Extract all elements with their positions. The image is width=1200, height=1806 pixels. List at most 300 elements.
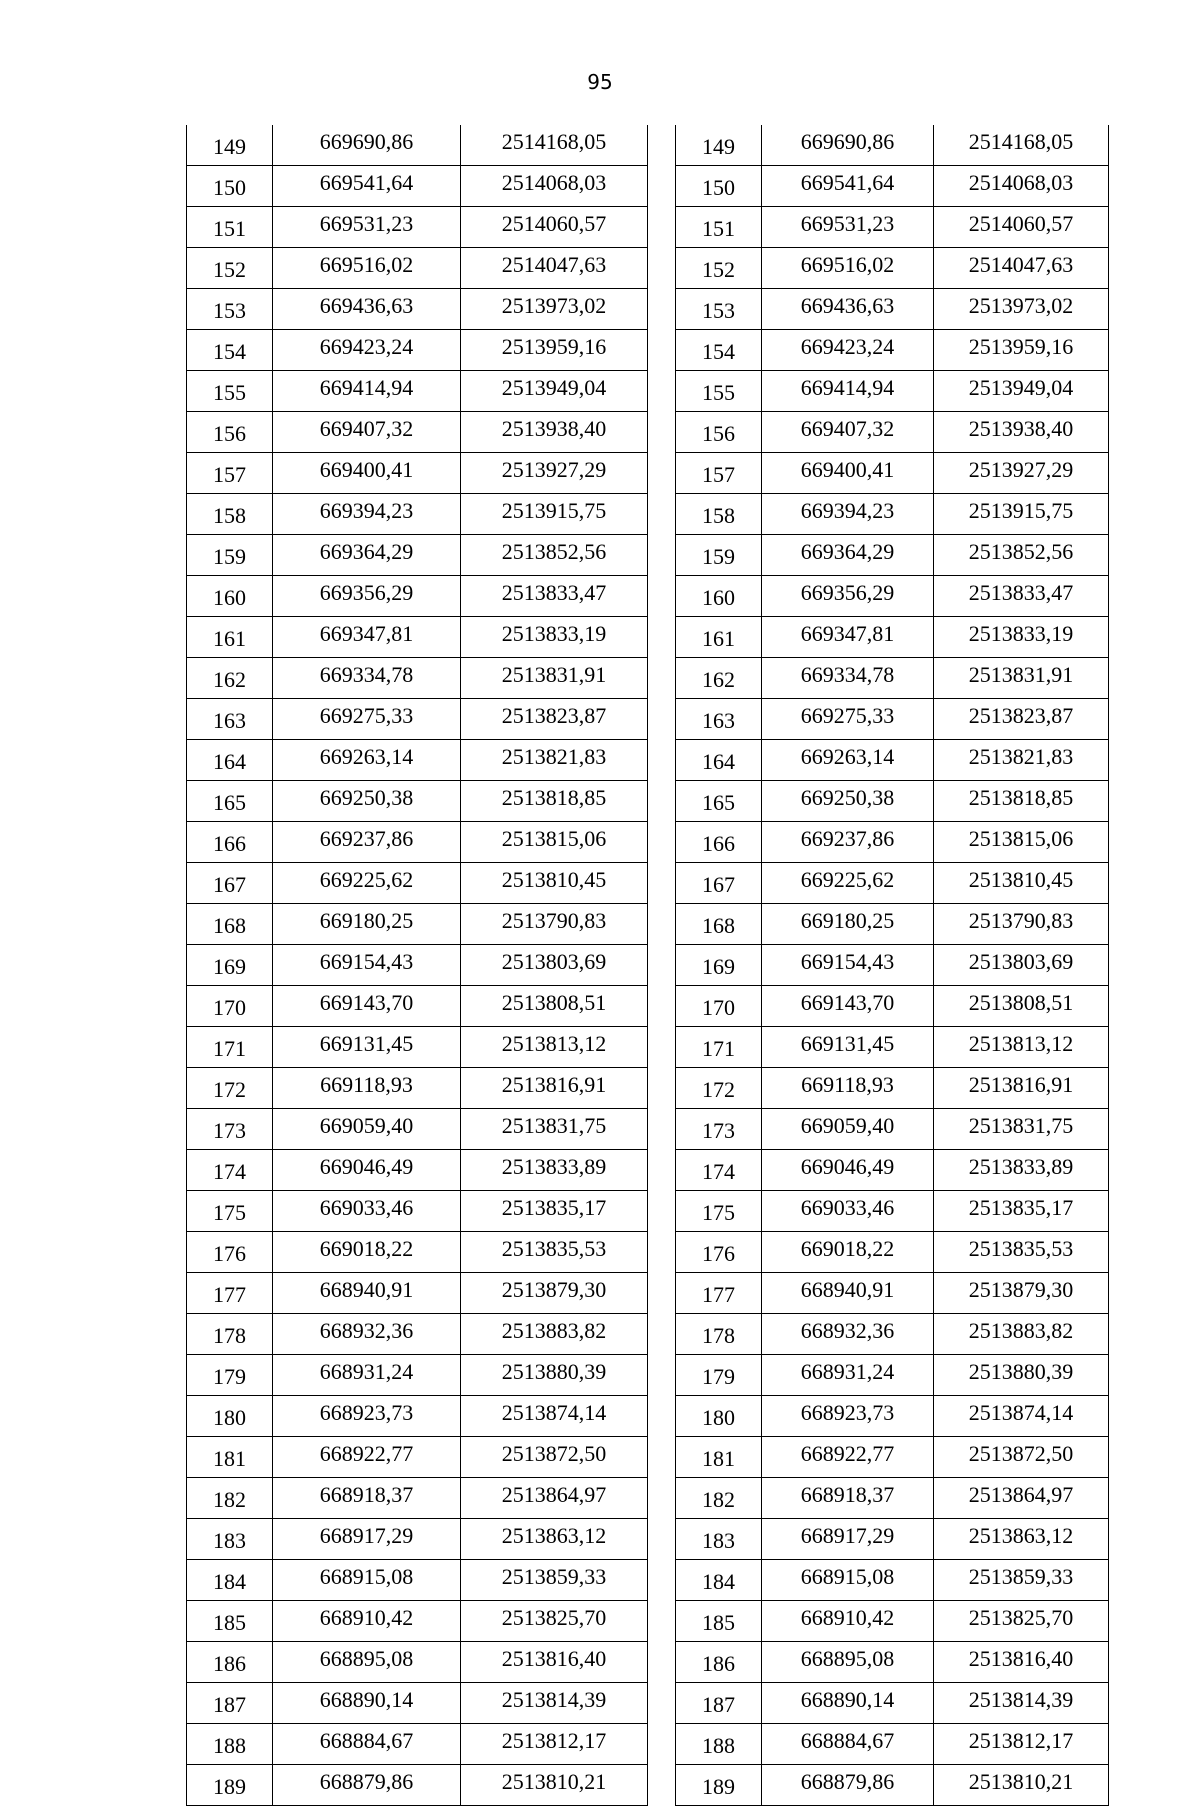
table-row bbox=[676, 1478, 1109, 1519]
x-coordinate-cell: 669541,64 bbox=[762, 166, 934, 207]
y-coordinate-cell: 2513879,30 bbox=[461, 1273, 648, 1314]
point-number-cell: 174 bbox=[676, 1150, 762, 1191]
table-row bbox=[187, 1724, 648, 1765]
table-row bbox=[676, 1765, 1109, 1806]
point-number-cell: 156 bbox=[187, 412, 273, 453]
x-coordinate-cell: 669394,23 bbox=[762, 494, 934, 535]
table-row bbox=[187, 1601, 648, 1642]
table-row bbox=[676, 986, 1109, 1027]
point-number-cell: 177 bbox=[187, 1273, 273, 1314]
y-coordinate-cell: 2513821,83 bbox=[461, 740, 648, 781]
x-coordinate-cell: 668932,36 bbox=[273, 1314, 461, 1355]
y-coordinate-cell: 2513816,91 bbox=[461, 1068, 648, 1109]
point-number-cell: 186 bbox=[187, 1642, 273, 1683]
y-coordinate-cell: 2514168,05 bbox=[934, 125, 1109, 166]
x-coordinate-cell: 668940,91 bbox=[762, 1273, 934, 1314]
x-coordinate-cell: 669364,29 bbox=[762, 535, 934, 576]
x-coordinate-cell: 668922,77 bbox=[762, 1437, 934, 1478]
table-row bbox=[187, 1478, 648, 1519]
x-coordinate-cell: 669154,43 bbox=[273, 945, 461, 986]
table-row bbox=[676, 658, 1109, 699]
point-number-cell: 175 bbox=[676, 1191, 762, 1232]
y-coordinate-cell: 2513915,75 bbox=[934, 494, 1109, 535]
y-coordinate-cell: 2513825,70 bbox=[461, 1601, 648, 1642]
y-coordinate-cell: 2513874,14 bbox=[934, 1396, 1109, 1437]
table-row bbox=[676, 1724, 1109, 1765]
table-row bbox=[187, 207, 648, 248]
table-row bbox=[676, 1355, 1109, 1396]
y-coordinate-cell: 2513852,56 bbox=[461, 535, 648, 576]
table-row bbox=[676, 125, 1109, 166]
table-row bbox=[187, 166, 648, 207]
y-coordinate-cell: 2513803,69 bbox=[461, 945, 648, 986]
y-coordinate-cell: 2513810,21 bbox=[934, 1765, 1109, 1806]
table-row bbox=[187, 1314, 648, 1355]
y-coordinate-cell: 2513816,40 bbox=[934, 1642, 1109, 1683]
table-row bbox=[187, 617, 648, 658]
x-coordinate-cell: 668895,08 bbox=[762, 1642, 934, 1683]
x-coordinate-cell: 668910,42 bbox=[762, 1601, 934, 1642]
table-row bbox=[676, 1683, 1109, 1724]
table-row bbox=[676, 863, 1109, 904]
y-coordinate-cell: 2513835,17 bbox=[934, 1191, 1109, 1232]
table-row bbox=[676, 1314, 1109, 1355]
y-coordinate-cell: 2513816,91 bbox=[934, 1068, 1109, 1109]
y-coordinate-cell: 2514060,57 bbox=[934, 207, 1109, 248]
point-number-cell: 176 bbox=[187, 1232, 273, 1273]
y-coordinate-cell: 2513833,19 bbox=[934, 617, 1109, 658]
point-number-cell: 170 bbox=[187, 986, 273, 1027]
x-coordinate-cell: 668923,73 bbox=[273, 1396, 461, 1437]
point-number-cell: 161 bbox=[187, 617, 273, 658]
point-number-cell: 187 bbox=[187, 1683, 273, 1724]
x-coordinate-cell: 668932,36 bbox=[762, 1314, 934, 1355]
point-number-cell: 159 bbox=[187, 535, 273, 576]
table-row bbox=[187, 1765, 648, 1806]
table-row bbox=[187, 1396, 648, 1437]
table-row bbox=[676, 617, 1109, 658]
table-row bbox=[187, 986, 648, 1027]
x-coordinate-cell: 669347,81 bbox=[762, 617, 934, 658]
table-row bbox=[676, 740, 1109, 781]
x-coordinate-cell: 669237,86 bbox=[762, 822, 934, 863]
page-number: 95 bbox=[587, 70, 613, 94]
table-row bbox=[187, 1355, 648, 1396]
x-coordinate-cell: 668940,91 bbox=[273, 1273, 461, 1314]
y-coordinate-cell: 2513879,30 bbox=[934, 1273, 1109, 1314]
table-row bbox=[187, 1150, 648, 1191]
table-row bbox=[676, 1068, 1109, 1109]
y-coordinate-cell: 2513818,85 bbox=[934, 781, 1109, 822]
point-number-cell: 153 bbox=[676, 289, 762, 330]
x-coordinate-cell: 669690,86 bbox=[273, 125, 461, 166]
y-coordinate-cell: 2513831,91 bbox=[934, 658, 1109, 699]
x-coordinate-cell: 668931,24 bbox=[273, 1355, 461, 1396]
y-coordinate-cell: 2513959,16 bbox=[461, 330, 648, 371]
x-coordinate-cell: 669143,70 bbox=[762, 986, 934, 1027]
table-row bbox=[187, 576, 648, 617]
table-row bbox=[676, 1601, 1109, 1642]
point-number-cell: 157 bbox=[187, 453, 273, 494]
x-coordinate-cell: 669407,32 bbox=[762, 412, 934, 453]
table-row bbox=[187, 1232, 648, 1273]
point-number-cell: 188 bbox=[187, 1724, 273, 1765]
table-row bbox=[187, 1642, 648, 1683]
y-coordinate-cell: 2513808,51 bbox=[934, 986, 1109, 1027]
point-number-cell: 151 bbox=[676, 207, 762, 248]
table-row bbox=[676, 1273, 1109, 1314]
y-coordinate-cell: 2513833,19 bbox=[461, 617, 648, 658]
table-row bbox=[187, 330, 648, 371]
x-coordinate-cell: 669531,23 bbox=[273, 207, 461, 248]
table-row bbox=[187, 740, 648, 781]
point-number-cell: 166 bbox=[676, 822, 762, 863]
coordinates-table-body bbox=[676, 125, 1109, 1806]
point-number-cell: 185 bbox=[676, 1601, 762, 1642]
table-row bbox=[676, 1232, 1109, 1273]
y-coordinate-cell: 2513812,17 bbox=[461, 1724, 648, 1765]
point-number-cell: 180 bbox=[676, 1396, 762, 1437]
y-coordinate-cell: 2513859,33 bbox=[934, 1560, 1109, 1601]
table-row bbox=[187, 1273, 648, 1314]
table-row bbox=[676, 576, 1109, 617]
table-row bbox=[187, 535, 648, 576]
x-coordinate-cell: 668910,42 bbox=[273, 1601, 461, 1642]
point-number-cell: 172 bbox=[187, 1068, 273, 1109]
point-number-cell: 158 bbox=[676, 494, 762, 535]
table-row bbox=[676, 1191, 1109, 1232]
table-row bbox=[187, 945, 648, 986]
point-number-cell: 179 bbox=[187, 1355, 273, 1396]
point-number-cell: 158 bbox=[187, 494, 273, 535]
x-coordinate-cell: 669436,63 bbox=[273, 289, 461, 330]
x-coordinate-cell: 669118,93 bbox=[762, 1068, 934, 1109]
point-number-cell: 168 bbox=[187, 904, 273, 945]
point-number-cell: 156 bbox=[676, 412, 762, 453]
x-coordinate-cell: 669423,24 bbox=[762, 330, 934, 371]
point-number-cell: 172 bbox=[676, 1068, 762, 1109]
y-coordinate-cell: 2513949,04 bbox=[461, 371, 648, 412]
point-number-cell: 169 bbox=[187, 945, 273, 986]
y-coordinate-cell: 2513872,50 bbox=[461, 1437, 648, 1478]
table-row bbox=[676, 1027, 1109, 1068]
point-number-cell: 151 bbox=[187, 207, 273, 248]
point-number-cell: 159 bbox=[676, 535, 762, 576]
y-coordinate-cell: 2513973,02 bbox=[934, 289, 1109, 330]
y-coordinate-cell: 2513874,14 bbox=[461, 1396, 648, 1437]
point-number-cell: 160 bbox=[187, 576, 273, 617]
x-coordinate-cell: 669033,46 bbox=[762, 1191, 934, 1232]
table-row bbox=[187, 494, 648, 535]
point-number-cell: 169 bbox=[676, 945, 762, 986]
point-number-cell: 178 bbox=[676, 1314, 762, 1355]
x-coordinate-cell: 669250,38 bbox=[762, 781, 934, 822]
table-row bbox=[676, 904, 1109, 945]
y-coordinate-cell: 2513831,75 bbox=[461, 1109, 648, 1150]
point-number-cell: 175 bbox=[187, 1191, 273, 1232]
point-number-cell: 183 bbox=[187, 1519, 273, 1560]
x-coordinate-cell: 668890,14 bbox=[762, 1683, 934, 1724]
x-coordinate-cell: 669690,86 bbox=[762, 125, 934, 166]
y-coordinate-cell: 2513815,06 bbox=[461, 822, 648, 863]
table-row bbox=[676, 1109, 1109, 1150]
table-row bbox=[187, 1191, 648, 1232]
table-row bbox=[187, 822, 648, 863]
x-coordinate-cell: 669237,86 bbox=[273, 822, 461, 863]
x-coordinate-cell: 669436,63 bbox=[762, 289, 934, 330]
point-number-cell: 179 bbox=[676, 1355, 762, 1396]
point-number-cell: 167 bbox=[676, 863, 762, 904]
x-coordinate-cell: 668890,14 bbox=[273, 1683, 461, 1724]
x-coordinate-cell: 669423,24 bbox=[273, 330, 461, 371]
table-row bbox=[676, 166, 1109, 207]
table-row bbox=[187, 289, 648, 330]
y-coordinate-cell: 2513938,40 bbox=[934, 412, 1109, 453]
table-row bbox=[676, 1437, 1109, 1478]
table-row bbox=[187, 1068, 648, 1109]
table-row bbox=[187, 863, 648, 904]
table-row bbox=[187, 1437, 648, 1478]
x-coordinate-cell: 669059,40 bbox=[273, 1109, 461, 1150]
y-coordinate-cell: 2513815,06 bbox=[934, 822, 1109, 863]
point-number-cell: 189 bbox=[187, 1765, 273, 1806]
table-row bbox=[676, 1519, 1109, 1560]
x-coordinate-cell: 669131,45 bbox=[273, 1027, 461, 1068]
table-row bbox=[676, 248, 1109, 289]
y-coordinate-cell: 2513790,83 bbox=[934, 904, 1109, 945]
table-row bbox=[187, 371, 648, 412]
x-coordinate-cell: 668923,73 bbox=[762, 1396, 934, 1437]
table-row bbox=[187, 781, 648, 822]
point-number-cell: 163 bbox=[676, 699, 762, 740]
x-coordinate-cell: 669414,94 bbox=[762, 371, 934, 412]
x-coordinate-cell: 669059,40 bbox=[762, 1109, 934, 1150]
table-row bbox=[676, 371, 1109, 412]
point-number-cell: 162 bbox=[187, 658, 273, 699]
y-coordinate-cell: 2513835,53 bbox=[934, 1232, 1109, 1273]
x-coordinate-cell: 668879,86 bbox=[762, 1765, 934, 1806]
x-coordinate-cell: 669180,25 bbox=[273, 904, 461, 945]
point-number-cell: 173 bbox=[187, 1109, 273, 1150]
x-coordinate-cell: 669118,93 bbox=[273, 1068, 461, 1109]
point-number-cell: 177 bbox=[676, 1273, 762, 1314]
y-coordinate-cell: 2513927,29 bbox=[934, 453, 1109, 494]
y-coordinate-cell: 2513812,17 bbox=[934, 1724, 1109, 1765]
table-row bbox=[676, 781, 1109, 822]
x-coordinate-cell: 668884,67 bbox=[762, 1724, 934, 1765]
y-coordinate-cell: 2513835,53 bbox=[461, 1232, 648, 1273]
table-row bbox=[187, 1683, 648, 1724]
point-number-cell: 164 bbox=[676, 740, 762, 781]
x-coordinate-cell: 669180,25 bbox=[762, 904, 934, 945]
y-coordinate-cell: 2513883,82 bbox=[461, 1314, 648, 1355]
y-coordinate-cell: 2513814,39 bbox=[934, 1683, 1109, 1724]
point-number-cell: 163 bbox=[187, 699, 273, 740]
point-number-cell: 149 bbox=[676, 125, 762, 166]
table-row bbox=[187, 412, 648, 453]
x-coordinate-cell: 669394,23 bbox=[273, 494, 461, 535]
x-coordinate-cell: 669356,29 bbox=[762, 576, 934, 617]
point-number-cell: 186 bbox=[676, 1642, 762, 1683]
x-coordinate-cell: 668918,37 bbox=[762, 1478, 934, 1519]
point-number-cell: 182 bbox=[676, 1478, 762, 1519]
x-coordinate-cell: 669347,81 bbox=[273, 617, 461, 658]
table-row bbox=[676, 822, 1109, 863]
x-coordinate-cell: 669516,02 bbox=[273, 248, 461, 289]
point-number-cell: 167 bbox=[187, 863, 273, 904]
point-number-cell: 155 bbox=[187, 371, 273, 412]
x-coordinate-cell: 669018,22 bbox=[273, 1232, 461, 1273]
y-coordinate-cell: 2513790,83 bbox=[461, 904, 648, 945]
coordinates-table-right bbox=[675, 125, 1109, 1806]
point-number-cell: 153 bbox=[187, 289, 273, 330]
point-number-cell: 176 bbox=[676, 1232, 762, 1273]
y-coordinate-cell: 2514168,05 bbox=[461, 125, 648, 166]
y-coordinate-cell: 2513864,97 bbox=[934, 1478, 1109, 1519]
table-row bbox=[676, 1642, 1109, 1683]
x-coordinate-cell: 669131,45 bbox=[762, 1027, 934, 1068]
point-number-cell: 166 bbox=[187, 822, 273, 863]
x-coordinate-cell: 669250,38 bbox=[273, 781, 461, 822]
x-coordinate-cell: 669541,64 bbox=[273, 166, 461, 207]
point-number-cell: 173 bbox=[676, 1109, 762, 1150]
coordinates-table-body bbox=[187, 125, 648, 1806]
y-coordinate-cell: 2513810,45 bbox=[461, 863, 648, 904]
point-number-cell: 171 bbox=[676, 1027, 762, 1068]
x-coordinate-cell: 668917,29 bbox=[762, 1519, 934, 1560]
y-coordinate-cell: 2514068,03 bbox=[934, 166, 1109, 207]
y-coordinate-cell: 2513833,89 bbox=[934, 1150, 1109, 1191]
x-coordinate-cell: 669275,33 bbox=[762, 699, 934, 740]
point-number-cell: 150 bbox=[187, 166, 273, 207]
coordinates-table-left bbox=[186, 125, 648, 1806]
x-coordinate-cell: 668884,67 bbox=[273, 1724, 461, 1765]
y-coordinate-cell: 2513959,16 bbox=[934, 330, 1109, 371]
y-coordinate-cell: 2514068,03 bbox=[461, 166, 648, 207]
y-coordinate-cell: 2514047,63 bbox=[934, 248, 1109, 289]
y-coordinate-cell: 2513915,75 bbox=[461, 494, 648, 535]
point-number-cell: 152 bbox=[187, 248, 273, 289]
point-number-cell: 168 bbox=[676, 904, 762, 945]
y-coordinate-cell: 2513880,39 bbox=[934, 1355, 1109, 1396]
table-row bbox=[187, 248, 648, 289]
y-coordinate-cell: 2513880,39 bbox=[461, 1355, 648, 1396]
table-row bbox=[676, 945, 1109, 986]
point-number-cell: 165 bbox=[187, 781, 273, 822]
y-coordinate-cell: 2513833,89 bbox=[461, 1150, 648, 1191]
y-coordinate-cell: 2513852,56 bbox=[934, 535, 1109, 576]
y-coordinate-cell: 2513833,47 bbox=[461, 576, 648, 617]
table-row bbox=[676, 1560, 1109, 1601]
point-number-cell: 178 bbox=[187, 1314, 273, 1355]
point-number-cell: 150 bbox=[676, 166, 762, 207]
point-number-cell: 182 bbox=[187, 1478, 273, 1519]
table-row bbox=[676, 1396, 1109, 1437]
y-coordinate-cell: 2514047,63 bbox=[461, 248, 648, 289]
x-coordinate-cell: 669400,41 bbox=[762, 453, 934, 494]
y-coordinate-cell: 2513831,91 bbox=[461, 658, 648, 699]
point-number-cell: 149 bbox=[187, 125, 273, 166]
x-coordinate-cell: 669263,14 bbox=[762, 740, 934, 781]
y-coordinate-cell: 2513810,21 bbox=[461, 1765, 648, 1806]
y-coordinate-cell: 2513823,87 bbox=[934, 699, 1109, 740]
table-row bbox=[187, 699, 648, 740]
table-row bbox=[676, 207, 1109, 248]
x-coordinate-cell: 669414,94 bbox=[273, 371, 461, 412]
point-number-cell: 162 bbox=[676, 658, 762, 699]
table-row bbox=[187, 1109, 648, 1150]
y-coordinate-cell: 2513813,12 bbox=[934, 1027, 1109, 1068]
point-number-cell: 189 bbox=[676, 1765, 762, 1806]
y-coordinate-cell: 2513835,17 bbox=[461, 1191, 648, 1232]
table-row bbox=[187, 658, 648, 699]
table-row bbox=[187, 1027, 648, 1068]
x-coordinate-cell: 669143,70 bbox=[273, 986, 461, 1027]
table-row bbox=[676, 699, 1109, 740]
y-coordinate-cell: 2513938,40 bbox=[461, 412, 648, 453]
y-coordinate-cell: 2513825,70 bbox=[934, 1601, 1109, 1642]
x-coordinate-cell: 669046,49 bbox=[273, 1150, 461, 1191]
point-number-cell: 185 bbox=[187, 1601, 273, 1642]
y-coordinate-cell: 2513872,50 bbox=[934, 1437, 1109, 1478]
point-number-cell: 181 bbox=[676, 1437, 762, 1478]
table-row bbox=[187, 904, 648, 945]
y-coordinate-cell: 2513813,12 bbox=[461, 1027, 648, 1068]
point-number-cell: 170 bbox=[676, 986, 762, 1027]
x-coordinate-cell: 668879,86 bbox=[273, 1765, 461, 1806]
x-coordinate-cell: 669225,62 bbox=[762, 863, 934, 904]
point-number-cell: 188 bbox=[676, 1724, 762, 1765]
y-coordinate-cell: 2513810,45 bbox=[934, 863, 1109, 904]
y-coordinate-cell: 2513821,83 bbox=[934, 740, 1109, 781]
x-coordinate-cell: 668931,24 bbox=[762, 1355, 934, 1396]
x-coordinate-cell: 668895,08 bbox=[273, 1642, 461, 1683]
x-coordinate-cell: 669263,14 bbox=[273, 740, 461, 781]
point-number-cell: 161 bbox=[676, 617, 762, 658]
y-coordinate-cell: 2513833,47 bbox=[934, 576, 1109, 617]
point-number-cell: 165 bbox=[676, 781, 762, 822]
table-row bbox=[676, 494, 1109, 535]
x-coordinate-cell: 669334,78 bbox=[762, 658, 934, 699]
table-row bbox=[676, 289, 1109, 330]
x-coordinate-cell: 669154,43 bbox=[762, 945, 934, 986]
point-number-cell: 154 bbox=[676, 330, 762, 371]
y-coordinate-cell: 2513863,12 bbox=[934, 1519, 1109, 1560]
table-row bbox=[676, 330, 1109, 371]
point-number-cell: 157 bbox=[676, 453, 762, 494]
x-coordinate-cell: 668915,08 bbox=[762, 1560, 934, 1601]
table-row bbox=[187, 1560, 648, 1601]
x-coordinate-cell: 669018,22 bbox=[762, 1232, 934, 1273]
point-number-cell: 180 bbox=[187, 1396, 273, 1437]
point-number-cell: 174 bbox=[187, 1150, 273, 1191]
y-coordinate-cell: 2513808,51 bbox=[461, 986, 648, 1027]
y-coordinate-cell: 2513803,69 bbox=[934, 945, 1109, 986]
y-coordinate-cell: 2513831,75 bbox=[934, 1109, 1109, 1150]
x-coordinate-cell: 669334,78 bbox=[273, 658, 461, 699]
point-number-cell: 164 bbox=[187, 740, 273, 781]
table-row bbox=[187, 453, 648, 494]
x-coordinate-cell: 668922,77 bbox=[273, 1437, 461, 1478]
point-number-cell: 152 bbox=[676, 248, 762, 289]
table-row bbox=[676, 1150, 1109, 1191]
x-coordinate-cell: 669225,62 bbox=[273, 863, 461, 904]
x-coordinate-cell: 669364,29 bbox=[273, 535, 461, 576]
table-row bbox=[676, 535, 1109, 576]
y-coordinate-cell: 2514060,57 bbox=[461, 207, 648, 248]
point-number-cell: 181 bbox=[187, 1437, 273, 1478]
y-coordinate-cell: 2513859,33 bbox=[461, 1560, 648, 1601]
